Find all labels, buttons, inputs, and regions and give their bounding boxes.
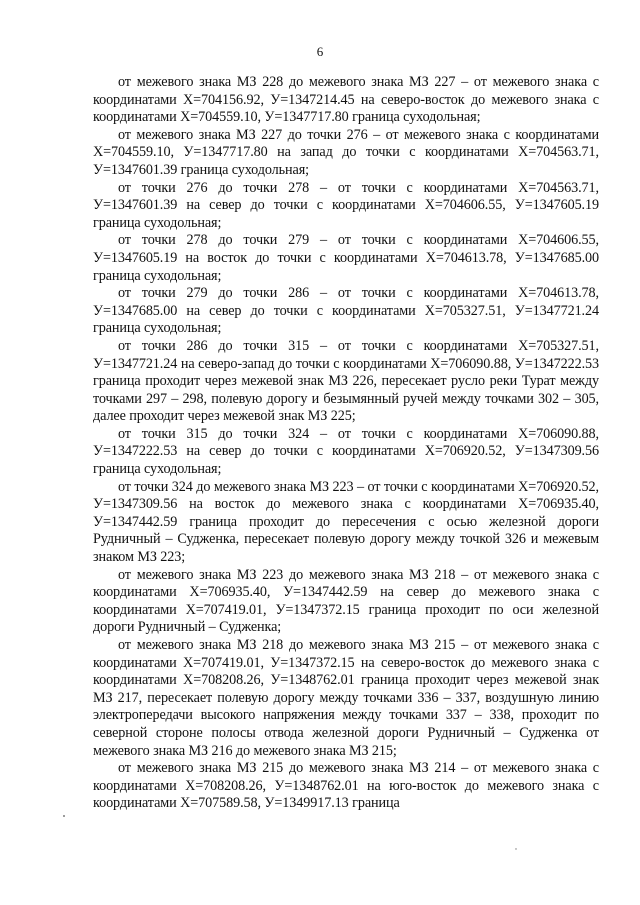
boundary-paragraph: от межевого знака МЗ 218 до межевого знака МЗ 215 – от межевого знака с координатами Х=707419.01, У=1347372.15 на северо-восток до межевого знака с координатами Х=708208.26, У=1348762.01 граница проходит через межевой знак МЗ 217, пересекает полевую дорогу между точками 336 – 337, воздушную линию электропередачи высокого напряжения между точками 337 – 338, проходит по северной стороне полосы отвода железной дороги Рудничный – Судженка от межевого знака МЗ 216 до межевого знака МЗ 215; (93, 637, 599, 759)
boundary-paragraph: от межевого знака МЗ 227 до точки 276 – от межевого знака с координатами Х=704559.10, У=1347717.80 на запад до точки с координатами Х=704563.71, У=1347601.39 граница суходольная; (93, 126, 599, 178)
page-number: 6 (316, 44, 324, 59)
boundary-paragraph: от точки 324 до межевого знака МЗ 223 – от точки с координатами Х=706920.52, У=1347309.56 на восток до межевого знака с координатами Х=706935.40, У=1347442.59 граница проходит до пересечения с осью железной дороги Рудничный – Судженка, пересекает полевую дорогу между точкой 326 и межевым знаком МЗ 223; (93, 478, 599, 566)
boundary-paragraph: от точки 276 до точки 278 – от точки с координатами Х=704563.71, У=1347601.39 на север до точки с координатами Х=704606.55, У=1347605.19 граница суходольная; (93, 179, 599, 231)
boundary-paragraph: от точки 315 до точки 324 – от точки с координатами Х=706090.88, У=1347222.53 на север до точки с координатами Х=706920.52, У=1347309.56 граница суходольная; (93, 425, 599, 478)
boundary-paragraph: от межевого знака МЗ 215 до межевого знака МЗ 214 – от межевого знака с координатами Х=708208.26, У=1348762.01 на юго-восток до межевого знака с координатами Х=707589.58, У=1349917.13 граница (93, 760, 599, 812)
boundary-paragraph: от межевого знака МЗ 223 до межевого знака МЗ 218 – от межевого знака с координатами Х=706935.40, У=1347442.59 на север до межевого знака с координатами Х=707419.01, У=1347372.15 граница проходит по оси железной дороги Рудничный – Судженка; (93, 566, 599, 636)
boundary-paragraph: от точки 279 до точки 286 – от точки с координатами Х=704613.78, У=1347685.00 на север до точки с координатами Х=705327.51, У=1347721.24 граница суходольная; (93, 285, 599, 337)
boundary-paragraph: от точки 286 до точки 315 – от точки с координатами Х=705327.51, У=1347721.24 на северо-запад до точки с координатами Х=706090.88, У=1347222.53 граница проходит через межевой знак МЗ 226, пересекает русло реки Турат между точками 297 – 298, полевую дорогу и безымянный ручей между точками 302 – 305, далее проходит через межевой знак МЗ 225; (93, 337, 599, 425)
boundary-paragraph: от межевого знака МЗ 228 до межевого знака МЗ 227 – от межевого знака с координатами Х=704156.92, У=1347214.45 на северо-восток до межевого знака с координатами Х=704559.10, У=1347717.80 граница суходольная; (93, 74, 599, 126)
boundary-paragraph: от точки 278 до точки 279 – от точки с координатами Х=704606.55, У=1347605.19 на восток до точки с координатами Х=704613.78, У=1347685.00 граница суходольная; (93, 232, 599, 284)
